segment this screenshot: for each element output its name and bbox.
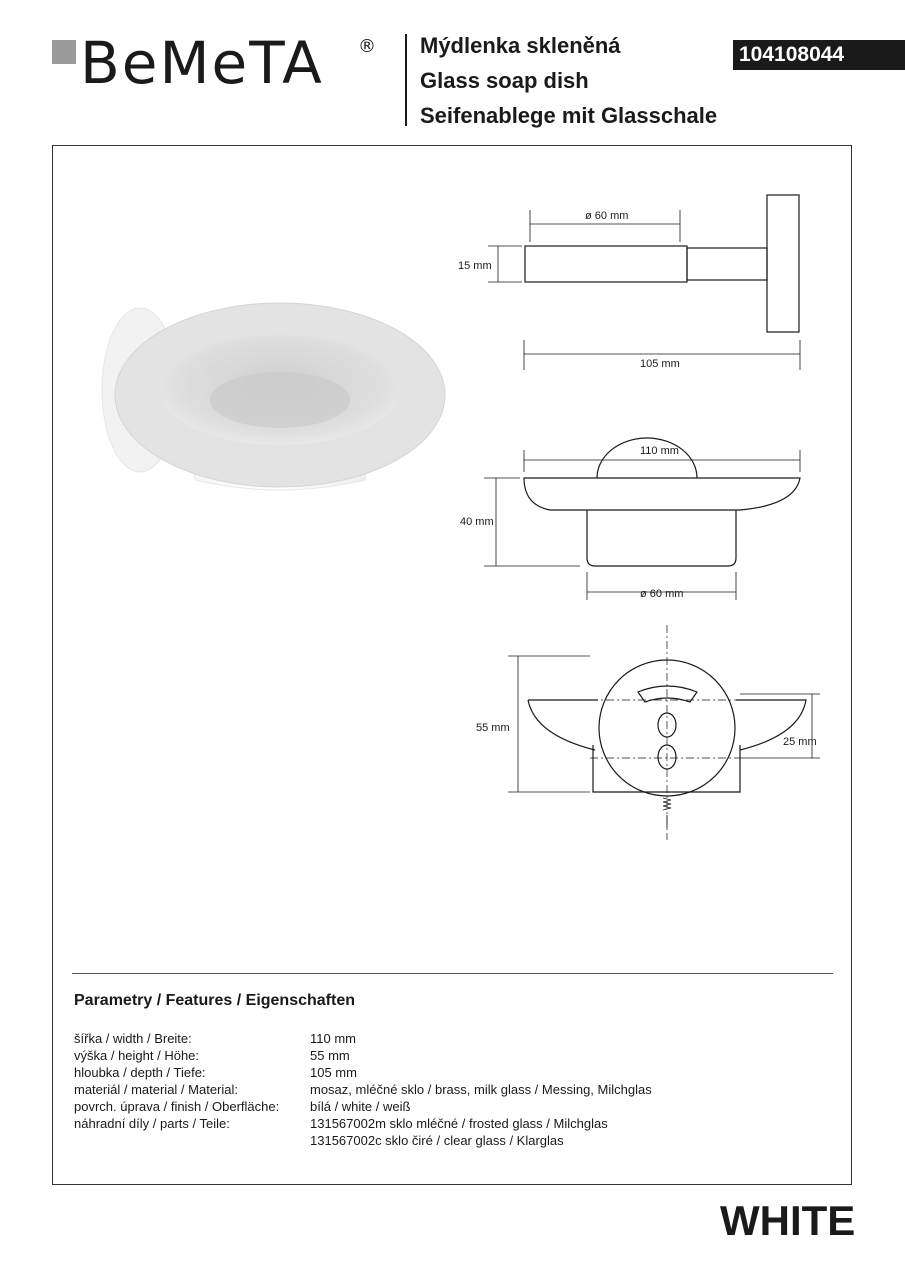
finish-label: WHITE (720, 1197, 856, 1244)
product-title-cz: Mýdlenka skleněná (420, 33, 621, 58)
product-code: 104108044 (733, 40, 905, 70)
section-divider (72, 973, 833, 974)
side-height-label: 15 mm (458, 260, 492, 272)
param-value: mosaz, mléčné sklo / brass, milk glass / Messing, Milchglas (310, 1082, 652, 1097)
front-diameter-label: ø 60 mm (640, 588, 684, 600)
param-label: výška / height / Höhe: (74, 1048, 200, 1063)
param-label: povrch. úprava / finish / Oberfläche: (74, 1099, 280, 1114)
param-label: šířka / width / Breite: (74, 1031, 192, 1046)
param-value: 55 mm (310, 1048, 350, 1063)
param-label: náhradní díly / parts / Teile: (74, 1116, 230, 1131)
product-title-de: Seifenablege mit Glasschale (420, 103, 718, 128)
header-separator (405, 34, 407, 126)
param-value: 110 mm (310, 1031, 356, 1046)
side-diameter-label: ø 60 mm (585, 210, 629, 222)
side-depth-label: 105 mm (640, 358, 680, 370)
param-value: bílá / white / weiß (310, 1099, 411, 1114)
registered-mark: ® (358, 36, 376, 57)
product-title-en: Glass soap dish (420, 68, 589, 93)
logo-mark (52, 40, 76, 64)
product-photo (90, 295, 450, 505)
front-height-label: 40 mm (460, 516, 494, 528)
param-value: 131567002m sklo mléčné / frosted glass / Milchglas (310, 1116, 608, 1131)
back-offset-label: 25 mm (783, 736, 817, 748)
param-label: hloubka / depth / Tiefe: (74, 1065, 206, 1080)
parameters-heading: Parametry / Features / Eigenschaften (74, 992, 355, 1009)
technical-drawing (440, 180, 840, 860)
param-label: materiál / material / Material: (74, 1082, 238, 1097)
back-height-label: 55 mm (476, 722, 510, 734)
param-value: 131567002c sklo čiré / clear glass / Klarglas (310, 1133, 564, 1148)
param-value: 105 mm (310, 1065, 357, 1080)
front-width-label: 110 mm (640, 445, 679, 457)
brand-logo: BeMeTA (80, 29, 324, 97)
